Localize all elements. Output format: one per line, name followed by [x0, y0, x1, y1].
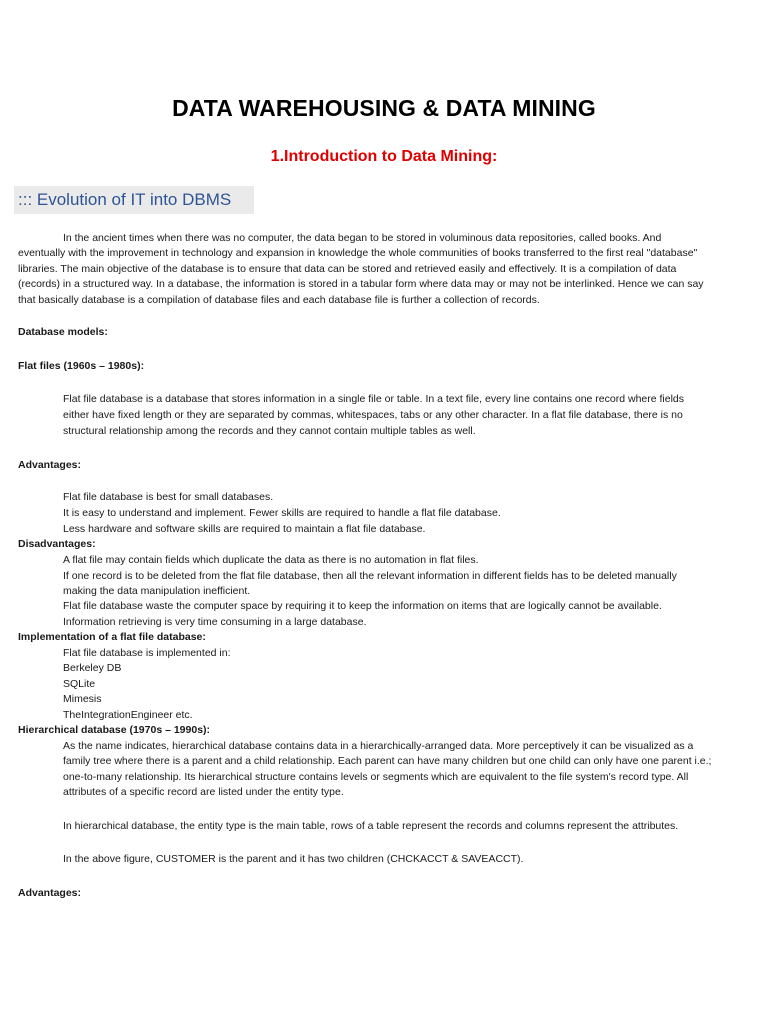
- flat-desc-line: either have fixed length or they are separated by commas, whitespaces, tabs or any other character. In a flat file database, there is no: [63, 409, 683, 421]
- advantages-heading: Advantages:: [18, 459, 82, 471]
- intro-line: In the ancient times when there was no computer, the data began to be stored in voluminous data repositories, called books. And: [63, 232, 662, 244]
- disadvantage-item: Flat file database waste the computer space by requiring it to keep the information on items that are logically cannot be available.: [63, 600, 662, 612]
- advantage-item: Less hardware and software skills are required to maintain a flat file database.: [63, 523, 426, 535]
- disadvantage-item: If one record is to be deleted from the flat file database, then all the relevant information in different fields has to be deleted manually: [63, 570, 677, 582]
- hier-desc-line: attributes of a specific record are listed under the entity type.: [63, 786, 344, 798]
- disadvantage-item: Information retrieving is very time consuming in a large database.: [63, 616, 367, 628]
- intro-line: (records) in a structured way. In a database, the information is stored in a tabular form where data may or may not be interlinked. Hence we can say: [18, 278, 704, 290]
- disadvantage-item: making the data manipulation inefficient.: [63, 585, 251, 597]
- database-models-heading: Database models:: [18, 326, 108, 338]
- flat-files-heading: Flat files (1960s – 1980s):: [18, 360, 145, 372]
- flat-desc-line: structural relationship among the records and they cannot contain multiple tables as well.: [63, 425, 476, 437]
- disadvantage-item: A flat file may contain fields which duplicate the data as there is no automation in flat files.: [63, 554, 479, 566]
- implementation-item: Mimesis: [63, 693, 102, 705]
- implementation-item: TheIntegrationEngineer etc.: [63, 709, 193, 721]
- hier-desc-line: family tree where there is a parent and a child relationship. Each parent can have many children but one child can only have one parent i.e.;: [63, 755, 712, 767]
- intro-line: libraries. The main objective of the database is to ensure that data can be stored and retrieved easily and effectively. It is a compilation of data: [18, 263, 677, 275]
- hier-paragraph: In the above figure, CUSTOMER is the parent and it has two children (CHCKACCT & SAVEACCT).: [63, 853, 524, 865]
- hier-paragraph: In hierarchical database, the entity type is the main table, rows of a table represent the records and columns represent the attributes.: [63, 820, 679, 832]
- implementation-item: SQLite: [63, 678, 96, 690]
- intro-line: eventually with the improvement in technology and expansion in knowledge the whole communities of books transferred to the first real "database": [18, 247, 698, 259]
- section-heading: ::: Evolution of IT into DBMS: [14, 186, 254, 214]
- chapter-subtitle: 1.Introduction to Data Mining:: [270, 148, 498, 165]
- advantage-item: It is easy to understand and implement. Fewer skills are required to handle a flat file database.: [63, 507, 501, 519]
- hier-desc-line: one-to-many relationship. Its hierarchical structure contains levels or segments which are equivalent to the file system's record type. All: [63, 771, 689, 783]
- implementation-item: Flat file database is implemented in:: [63, 647, 231, 659]
- advantages-heading-2: Advantages:: [18, 887, 82, 899]
- disadvantages-heading: Disadvantages:: [18, 538, 96, 550]
- document-title: DATA WAREHOUSING & DATA MINING: [172, 95, 596, 121]
- implementation-item: Berkeley DB: [63, 662, 122, 674]
- intro-line: that basically database is a compilation of database files and each database file is further a collection of records.: [18, 294, 540, 306]
- hierarchical-heading: Hierarchical database (1970s – 1990s):: [18, 724, 211, 736]
- flat-desc-line: Flat file database is a database that stores information in a single file or table. In a text file, every line contains one record where fields: [63, 393, 685, 405]
- implementation-heading: Implementation of a flat file database:: [18, 631, 206, 643]
- advantage-item: Flat file database is best for small databases.: [63, 491, 274, 503]
- hier-desc-line: As the name indicates, hierarchical database contains data in a hierarchically-arranged data. More perceptively it can be visualized as a: [63, 740, 694, 752]
